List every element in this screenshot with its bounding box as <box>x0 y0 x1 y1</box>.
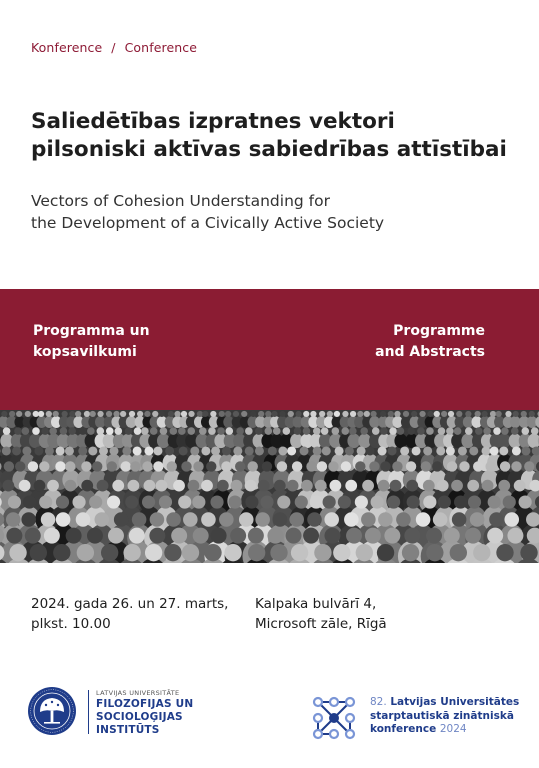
event-date <box>31 594 241 634</box>
banner-lv-line-1: Programma un <box>33 323 150 339</box>
breadcrumb-en: Conference <box>124 40 198 55</box>
conference-line-3 <box>370 723 539 737</box>
university-name: LATVIJAS UNIVERSITĀTE <box>96 689 180 697</box>
breadcrumb-lv: Konference <box>31 40 103 55</box>
institute-name <box>96 698 236 737</box>
subtitle-line-1: Vectors of Cohesion Understanding for <box>31 192 330 210</box>
title-line-2: pilsoniski aktīvas sabiedrības attīstībai <box>31 137 507 162</box>
institute-logo <box>27 684 247 744</box>
banner-english <box>285 321 485 363</box>
banner-lv-line-2: kopsavilkumi <box>33 344 137 360</box>
crowd-photo-graphic <box>0 410 539 563</box>
institute-line-3: INSTITŪTS <box>96 724 160 736</box>
institute-line-2: SOCIOLOĢIJAS <box>96 711 183 723</box>
university-seal-icon <box>27 686 77 736</box>
title-line-1: Saliedētības izpratnes vektori <box>31 109 395 134</box>
venue-line-1: Kalpaka bulvārī 4, <box>255 596 377 612</box>
subtitle-line-2: the Development of a Civically Active Society <box>31 214 385 232</box>
conference-line-1-text: Latvijas Universitātes <box>390 696 520 708</box>
breadcrumb-separator: / <box>111 40 116 55</box>
banner-latvian <box>33 321 233 363</box>
crowd-photo <box>0 410 539 563</box>
conference-number: 82. <box>370 696 387 708</box>
page-title <box>31 108 521 164</box>
conference-logo <box>310 694 530 744</box>
banner-en-line-2: and Abstracts <box>375 344 485 360</box>
venue-line-2: Microsoft zāle, Rīgā <box>255 616 387 632</box>
page-subtitle <box>31 190 501 234</box>
event-venue <box>255 594 475 634</box>
network-logo-icon <box>310 694 358 742</box>
breadcrumb <box>31 40 197 55</box>
conference-line-1 <box>370 696 539 710</box>
conference-year: 2024 <box>439 723 467 735</box>
conference-name <box>370 696 539 737</box>
conference-line-3-text: konference <box>370 723 437 735</box>
banner-en-line-1: Programme <box>393 323 485 339</box>
date-line-1: 2024. gada 26. un 27. marts, <box>31 596 229 612</box>
date-line-2: plkst. 10.00 <box>31 616 111 632</box>
logo-divider <box>88 690 89 734</box>
institute-line-1: FILOZOFIJAS UN <box>96 698 194 710</box>
conference-line-2: starptautiskā zinātniskā <box>370 709 514 722</box>
programme-banner <box>0 289 539 410</box>
